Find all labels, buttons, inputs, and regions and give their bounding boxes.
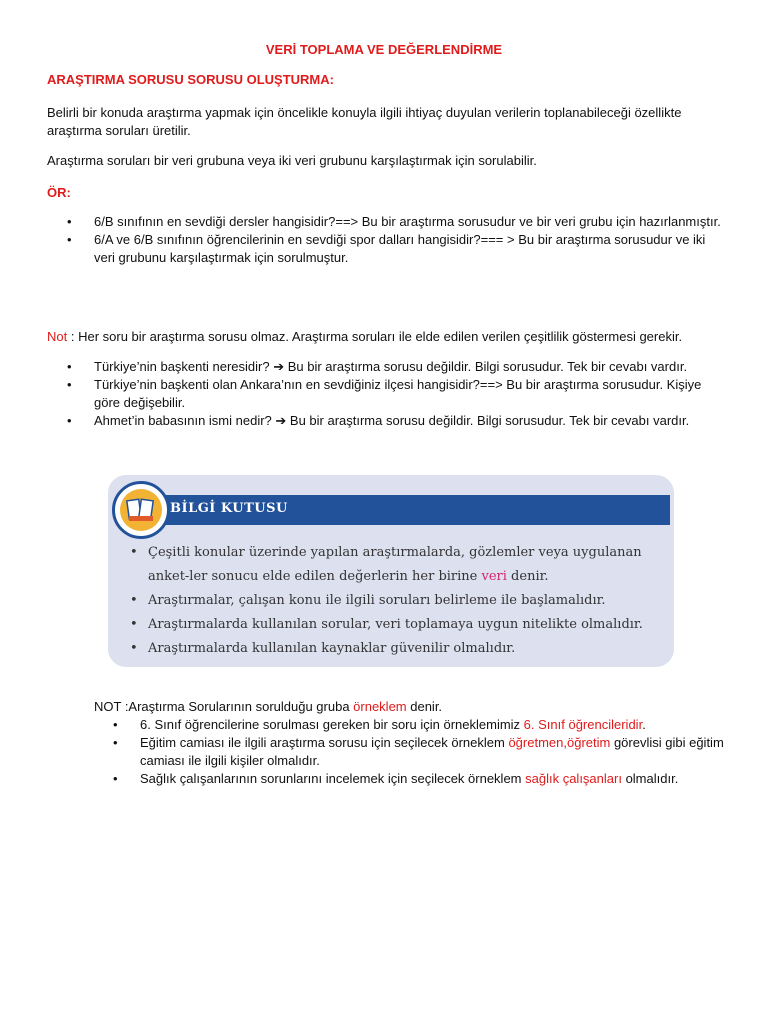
list-item [130, 637, 660, 661]
info-item-text: denir. [506, 569, 549, 584]
note-item-text: Türkiye’nin başkenti neresidir? [94, 359, 274, 374]
note-label: Not [47, 329, 68, 344]
example-list [62, 213, 722, 267]
list-item [108, 770, 724, 788]
bullet: • [113, 771, 118, 786]
info-item-text: Araştırmalarda kullanılan kaynaklar güvenilir olmalıdır. [148, 641, 516, 656]
sample-item-text: Eğitim camiası ile ilgili araştırma sorusu için seçilecek örneklem [140, 735, 509, 750]
note-item-text: Türkiye’nin başkenti olan Ankara’nın en sevdiğiniz ilçesi hangisidir?==> Bu bir araştırma sorusudur. Kişiye göre değişebilir. [94, 377, 702, 410]
intro-paragraph-1: Belirli bir konuda araştırma yapmak için öncelikle konuyla ilgili ihtiyaç duyulan verilerin toplanabileceği özellikte araştırma soruları üretilir. [47, 105, 682, 138]
example-item-text: 6/A ve 6/B sınıfının öğrencilerinin en sevdiği spor dalları hangisidir?=== > Bu bir araştırma sorusudur ve iki veri grubunu karşılaştırmak için sorulmuştur. [94, 232, 706, 265]
sample-intro [94, 698, 724, 716]
bullet: • [130, 641, 138, 656]
bullet: • [130, 593, 138, 608]
info-item-text: Araştırmalar, çalışan konu ile ilgili soruları belirleme ile başlamalıdır. [148, 593, 606, 608]
list-item [108, 734, 724, 770]
list-item [130, 541, 660, 589]
sample-item-text: Sağlık çalışanlarının sorunlarını incelemek için seçilecek örneklem [140, 771, 526, 786]
bullet: • [67, 413, 72, 428]
list-item [62, 358, 722, 376]
page-title: VERİ TOPLAMA VE DEĞERLENDİRME [265, 42, 503, 57]
sample-item-highlight: sağlık çalışanları [525, 771, 622, 786]
section-heading: ARAŞTIRMA SORUSU SORUSU OLUŞTURMA: [47, 72, 334, 87]
arrow-icon: ➔ [273, 359, 285, 374]
list-item [62, 231, 722, 267]
note-paragraph [47, 328, 727, 346]
list-item [130, 613, 660, 637]
bullet: • [113, 735, 118, 750]
sample-item-highlight: 6. Sınıf öğrencileridir [523, 717, 643, 732]
bullet: • [130, 545, 138, 560]
sample-item-text: olmalıdır. [621, 771, 679, 786]
note-item-text: Ahmet’in babasının ismi nedir? [94, 413, 276, 428]
sample-intro-text: denir. [406, 699, 443, 714]
note-item-text: Bu bir araştırma sorusu değildir. Bilgi sorusudur. Tek bir cevabı vardır. [284, 359, 688, 374]
note-item-text: Bu bir araştırma sorusu değildir. Bilgi sorusudur. Tek bir cevabı vardır. [286, 413, 690, 428]
note-list [62, 358, 722, 430]
info-box [108, 475, 674, 667]
info-box-badge [112, 481, 170, 539]
example-label: ÖR [47, 185, 67, 200]
info-item-text: Araştırmalarda kullanılan sorular, veri toplamaya uygun nitelikte olmalıdır. [148, 617, 643, 632]
note-text: : Her soru bir araştırma sorusu olmaz. Araştırma soruları ile elde edilen verilen çeşitlilik göstermesi gerekir. [67, 329, 683, 344]
bullet: • [113, 717, 118, 732]
info-item-highlight: veri [481, 569, 507, 584]
list-item [62, 213, 722, 231]
sample-list [108, 716, 724, 788]
list-item [108, 716, 724, 734]
list-item [130, 589, 660, 613]
example-item-text: 6/B sınıfının en sevdiği dersler hangisidir?==> Bu bir araştırma sorusudur ve bir veri grubu için hazırlanmıştır. [94, 214, 721, 229]
bullet: • [67, 359, 72, 374]
bullet: • [67, 214, 72, 229]
bullet: • [67, 377, 72, 392]
sample-item-highlight: öğretmen,öğretim [508, 735, 611, 750]
sample-item-text: görevlisi gibi eğitim camiası ile ilgili kişiler olmalıdır. [140, 735, 724, 768]
bullet: • [130, 617, 138, 632]
sample-item-text: . [642, 717, 646, 732]
info-box-title-bar [138, 495, 670, 525]
books-icon [124, 494, 158, 526]
sample-item-text: 6. Sınıf öğrencilerine sorulması gereken bir soru için örneklemimiz [140, 717, 524, 732]
info-item-text: Çeşitli konular üzerinde yapılan araştırmalarda, gözlemler veya uygulanan anket-ler sonucu elde edilen değerlerin her birine [148, 545, 642, 584]
info-box-list [130, 541, 660, 661]
list-item [62, 412, 722, 430]
sample-intro-text: NOT :Araştırma Sorularının sorulduğu gruba [94, 699, 354, 714]
example-label-line [47, 184, 727, 202]
info-box-title: BİLGİ KUTUSU [170, 501, 288, 516]
arrow-icon: ➔ [275, 413, 287, 428]
intro-paragraph-2: Araştırma soruları bir veri grubuna veya iki veri grubunu karşılaştırmak için sorulabilir. [47, 153, 537, 168]
example-colon: : [66, 185, 71, 200]
list-item [62, 376, 722, 412]
bullet: • [67, 232, 72, 247]
sample-intro-highlight: örneklem [353, 699, 407, 714]
